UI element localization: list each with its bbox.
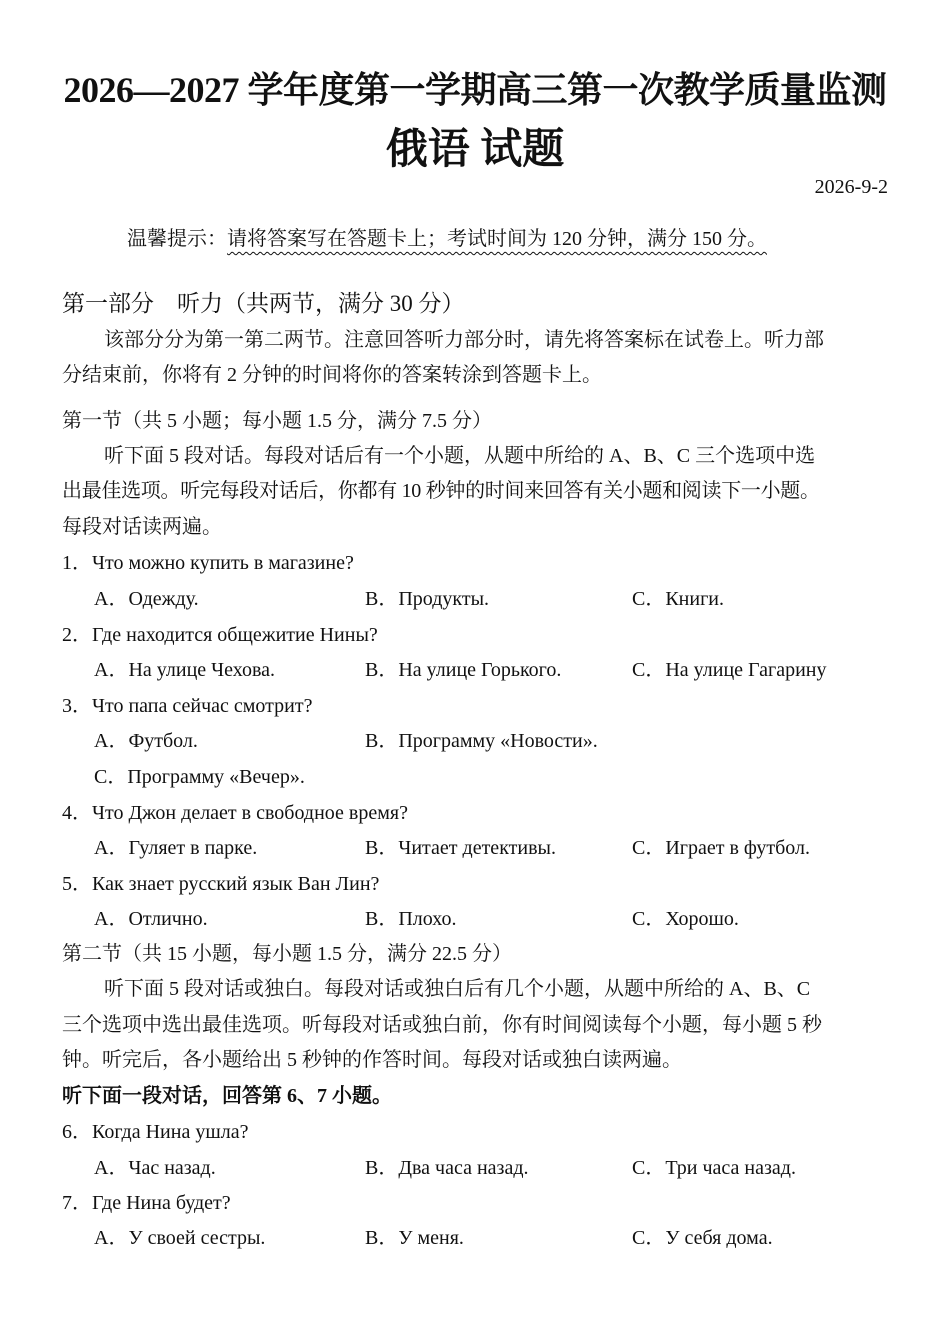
question-3-option-c: C．Программу «Вечер». — [94, 766, 305, 788]
question-2-option-a: A．На улице Чехова. — [94, 659, 276, 681]
warm-tip-label: 温馨提示： — [127, 228, 227, 250]
question-1-option-b: B．Продукты. — [365, 588, 490, 610]
warm-tip-text: 请将答案写在答题卡上；考试时间为 120 分钟，满分 150 分。 — [227, 228, 767, 250]
question-4-option-b: B．Читает детективы. — [365, 837, 556, 859]
section2-title: 第二节（共 15 小题，每小题 1.5 分，满分 22.5 分） — [62, 943, 512, 965]
question-2-option-b: B．На улице Горького. — [365, 659, 562, 681]
section1-instruction-line: 听下面 5 段对话。每段对话后有一个小题，从题中所给的 A、B、C 三个选项中选 — [104, 445, 816, 467]
question-5-option-b: B．Плохо. — [365, 908, 457, 930]
question-3-stem: 3．Что папа сейчас смотрит? — [62, 695, 313, 717]
question-4-option-a: A．Гуляет в парке. — [94, 837, 258, 859]
question-6-stem: 6．Когда Нина ушла? — [62, 1121, 249, 1143]
question-2-stem: 2．Где находится общежитие Нины? — [62, 624, 378, 646]
question-7-option-a: A．У своей сестры. — [94, 1227, 266, 1249]
question-1-stem: 1．Что можно купить в магазине? — [62, 552, 354, 574]
exam-title: 2026—2027 学年度第一学期高三第一次教学质量监测 — [63, 70, 887, 110]
question-7-stem: 7．Где Нина будет? — [62, 1192, 231, 1214]
question-5-stem: 5．Как знает русский язык Ван Лин? — [62, 873, 380, 895]
question-2-option-c: C．На улице Гагарину — [632, 659, 827, 681]
question-7-option-b: B．У меня. — [365, 1227, 464, 1249]
part1-intro-line: 分结束前，你将有 2 分钟的时间将你的答案转涂到答题卡上。 — [62, 364, 602, 386]
section1-title: 第一节（共 5 小题；每小题 1.5 分，满分 7.5 分） — [62, 410, 492, 432]
question-6-option-c: C．Три часа назад. — [632, 1157, 796, 1179]
question-1-option-a: A．Одежду. — [94, 588, 199, 610]
question-5-option-c: C．Хорошо. — [632, 908, 739, 930]
section2-instruction-line: 听下面 5 段对话或独白。每段对话或独白后有几个小题，从题中所给的 A、B、C — [104, 978, 811, 1000]
question-1-option-c: C．Книги. — [632, 588, 724, 610]
section2-instruction-line: 三个选项中选出最佳选项。听每段对话或独白前，你有时间阅读每个小题，每小题 5 秒 — [62, 1014, 822, 1036]
part1-intro-line: 该部分分为第一第二两节。注意回答听力部分时，请先将答案标在试卷上。听力部 — [104, 329, 824, 351]
question-3-option-b: B．Программу «Новости». — [365, 730, 598, 752]
part1-title: 第一部分 听力（共两节，满分 30 分） — [62, 291, 465, 316]
question-5-option-a: A．Отлично. — [94, 908, 208, 930]
question-3-option-a: A．Футбол. — [94, 730, 198, 752]
question-4-option-c: C．Играет в футбол. — [632, 837, 811, 859]
warm-tip — [127, 222, 767, 251]
question-6-option-a: A．Час назад. — [94, 1157, 216, 1179]
exam-subtitle: 俄语 试题 — [385, 127, 565, 173]
question-7-option-c: C．У себя дома. — [632, 1227, 773, 1249]
section1-instruction-line: 每段对话读两遍。 — [62, 516, 222, 538]
dialog-note: 听下面一段对话，回答第 6、7 小题。 — [62, 1085, 392, 1107]
exam-date: 2026-9-2 — [814, 176, 888, 198]
section1-instruction-line: 出最佳选项。听完每段对话后，你都有 10 秒钟的时间来回答有关小题和阅读下一小题。 — [62, 480, 820, 502]
question-6-option-b: B．Два часа назад. — [365, 1157, 529, 1179]
question-4-stem: 4．Что Джон делает в свободное время? — [62, 802, 408, 824]
section2-instruction-line: 钟。听完后，各小题给出 5 秒钟的作答时间。每段对话或独白读两遍。 — [62, 1049, 682, 1071]
